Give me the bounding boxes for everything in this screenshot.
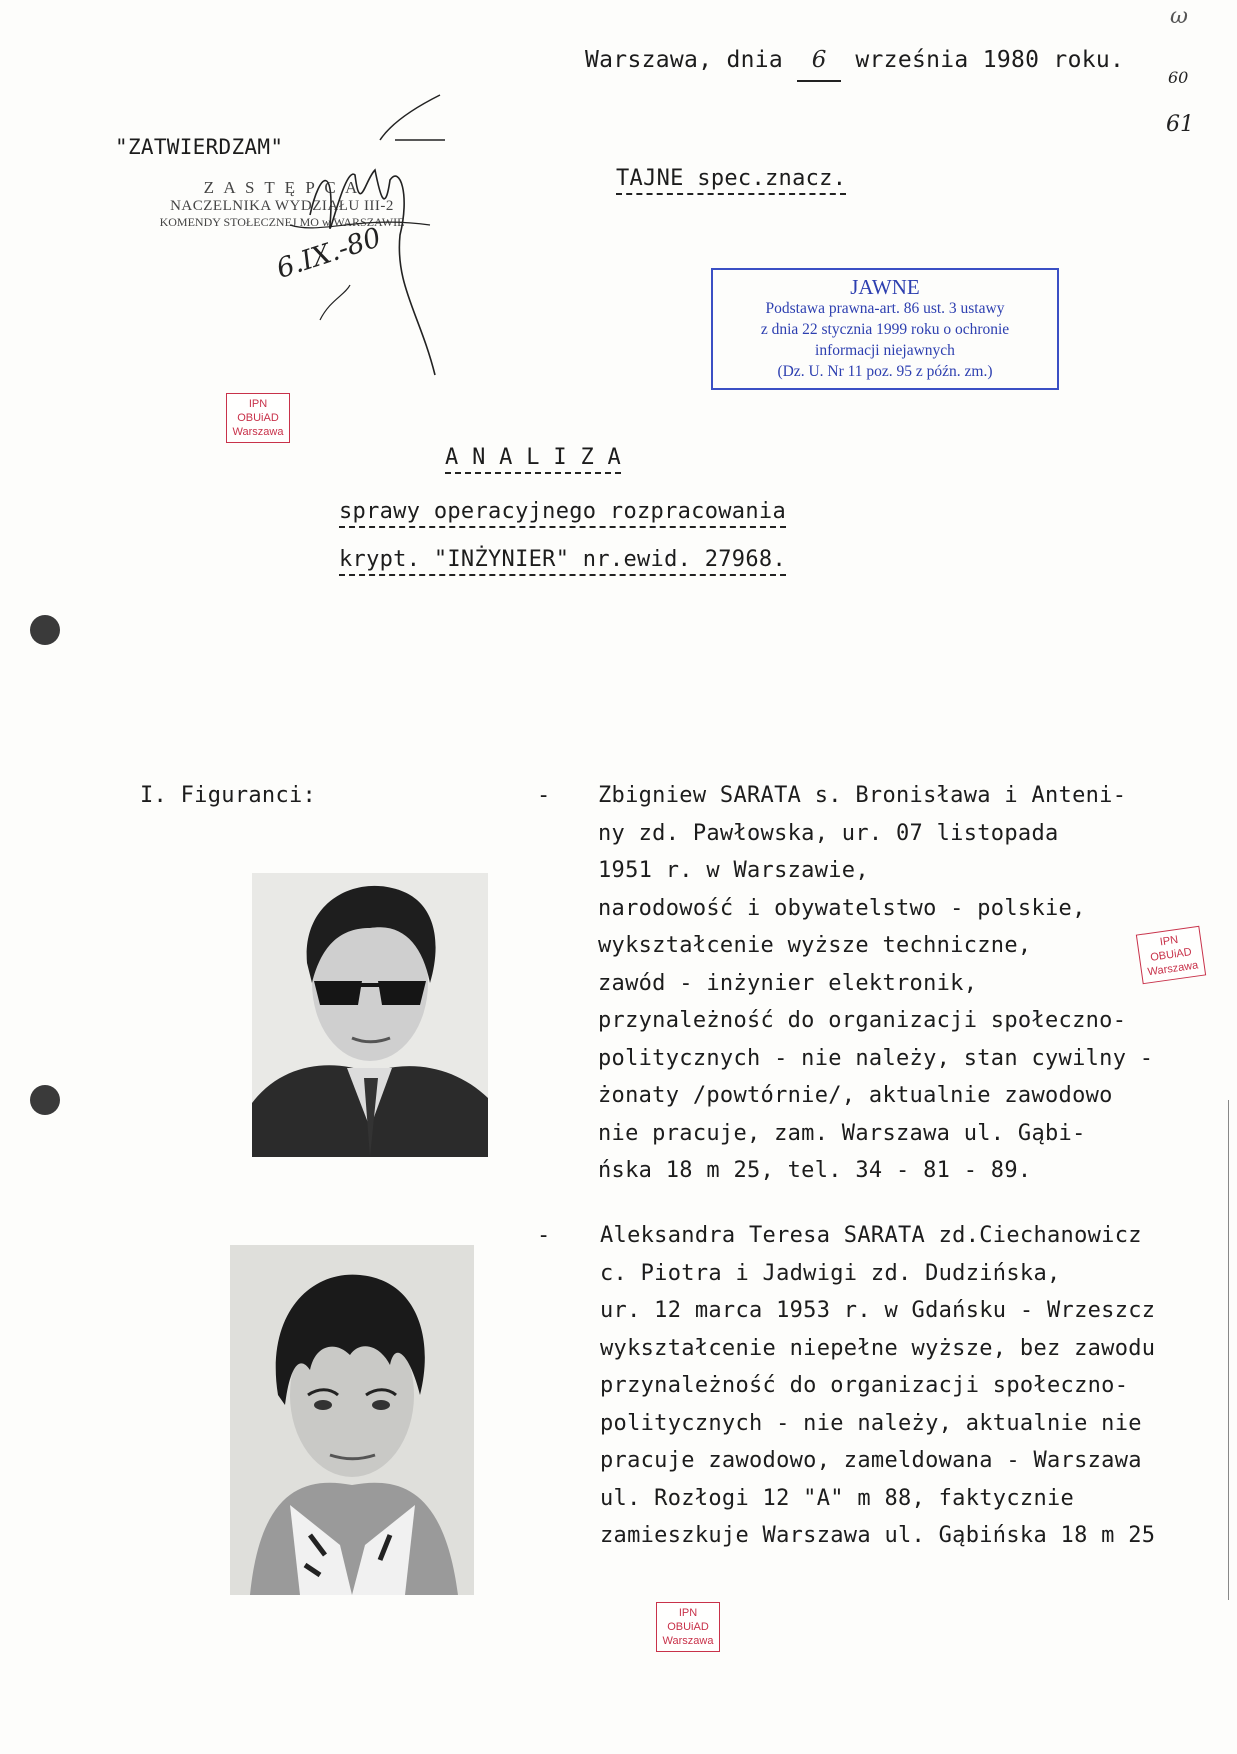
person-2-line: pracuje zawodowo, zameldowana - Warszawa: [600, 1448, 1142, 1473]
punch-hole: [30, 1085, 60, 1115]
person-2-line: c. Piotra i Jadwigi zd. Dudzińska,: [600, 1260, 1061, 1286]
person-2-line: wykształcenie niepełne wyższe, bez zawodu: [600, 1335, 1156, 1361]
person-2-details: [600, 1217, 1155, 1555]
approval-stamp: Z A S T Ę P C A NACZELNIKA WYDZIAŁU III-2 KOMENDY STOŁECZNEJ MO w WARSZAWIE: [159, 178, 405, 229]
person-2-line: politycznych - nie należy, aktualnie nie: [600, 1410, 1142, 1436]
date-day: 6: [797, 42, 841, 82]
ipn-stamp: IPN OBUiAD Warszawa: [656, 1602, 720, 1652]
document-date: Warszawa, dnia 6 września 1980 roku.: [585, 42, 1124, 82]
person-1-line: wykształcenie wyższe techniczne,: [598, 933, 1032, 958]
title-subtitle: sprawy operacyjnego rozpracowania: [339, 493, 786, 531]
person-1-details: [598, 777, 1153, 1190]
person-2-line: ul. Rozłogi 12 "A" m 88, faktycznie: [600, 1485, 1075, 1511]
person-1-line: 1951 r. w Warszawie,: [598, 858, 869, 883]
title-case-number: krypt. "INŻYNIER" nr.ewid. 27968.: [339, 541, 786, 579]
punch-hole: [30, 615, 60, 645]
declassification-stamp: JAWNE Podstawa prawna-art. 86 ust. 3 ustawy z dnia 22 stycznia 1999 roku o ochronie informacji niejawnych (Dz. U. Nr 11 poz. 95 z późn. zm.): [711, 268, 1059, 390]
classification: TAJNE spec.znacz.: [616, 160, 846, 198]
ipn-stamp: IPN OBUiAD Warszawa: [226, 393, 290, 443]
page-mark-old: 60: [1168, 68, 1189, 87]
person-2-line: ur. 12 marca 1953 r. w Gdańsku - Wrzeszcz: [600, 1298, 1156, 1323]
handwritten-approval-date: 6.IX.-80: [272, 222, 385, 285]
person-2-line: przynależność do organizacji społeczno-: [600, 1373, 1129, 1398]
person-2-line: Aleksandra Teresa SARATA zd.Ciechanowicz: [600, 1223, 1142, 1248]
person-1-line: politycznych - nie należy, stan cywilny -: [598, 1045, 1154, 1071]
person-2-bullet: -: [537, 1223, 551, 1248]
document-title: A N A L I Z A: [445, 439, 621, 477]
person-1-line: przynależność do organizacji społeczno-: [598, 1008, 1127, 1033]
person-1-line: ńska 18 m 25, tel. 34 - 81 - 89.: [598, 1158, 1032, 1183]
approval-label: "ZATWIERDZAM": [115, 135, 284, 159]
corner-mark: ω: [1170, 4, 1188, 29]
person-2-line: zamieszkuje Warszawa ul. Gąbińska 18 m 25: [600, 1523, 1156, 1548]
page-mark: 61: [1166, 112, 1194, 137]
person-1-line: nie pracuje, zam. Warszawa ul. Gąbi-: [598, 1120, 1086, 1146]
person-1-line: zawód - inżynier elektronik,: [598, 970, 978, 996]
photo-person-2: [230, 1245, 474, 1595]
person-1-line: narodowość i obywatelstwo - polskie,: [598, 895, 1086, 921]
person-1-line: żonaty /powtórnie/, aktualnie zawodowo: [598, 1083, 1113, 1108]
person-1-bullet: -: [537, 783, 551, 808]
photo-person-1: [252, 873, 488, 1157]
ipn-stamp: IPN OBUiAD Warszawa: [1136, 926, 1206, 984]
person-1-line: ny zd. Pawłowska, ur. 07 listopada: [598, 820, 1059, 846]
section-heading: I. Figuranci:: [140, 783, 317, 808]
scan-edge-line: [1228, 1100, 1229, 1600]
person-1-line: Zbigniew SARATA s. Bronisława i Anteni-: [598, 783, 1127, 808]
